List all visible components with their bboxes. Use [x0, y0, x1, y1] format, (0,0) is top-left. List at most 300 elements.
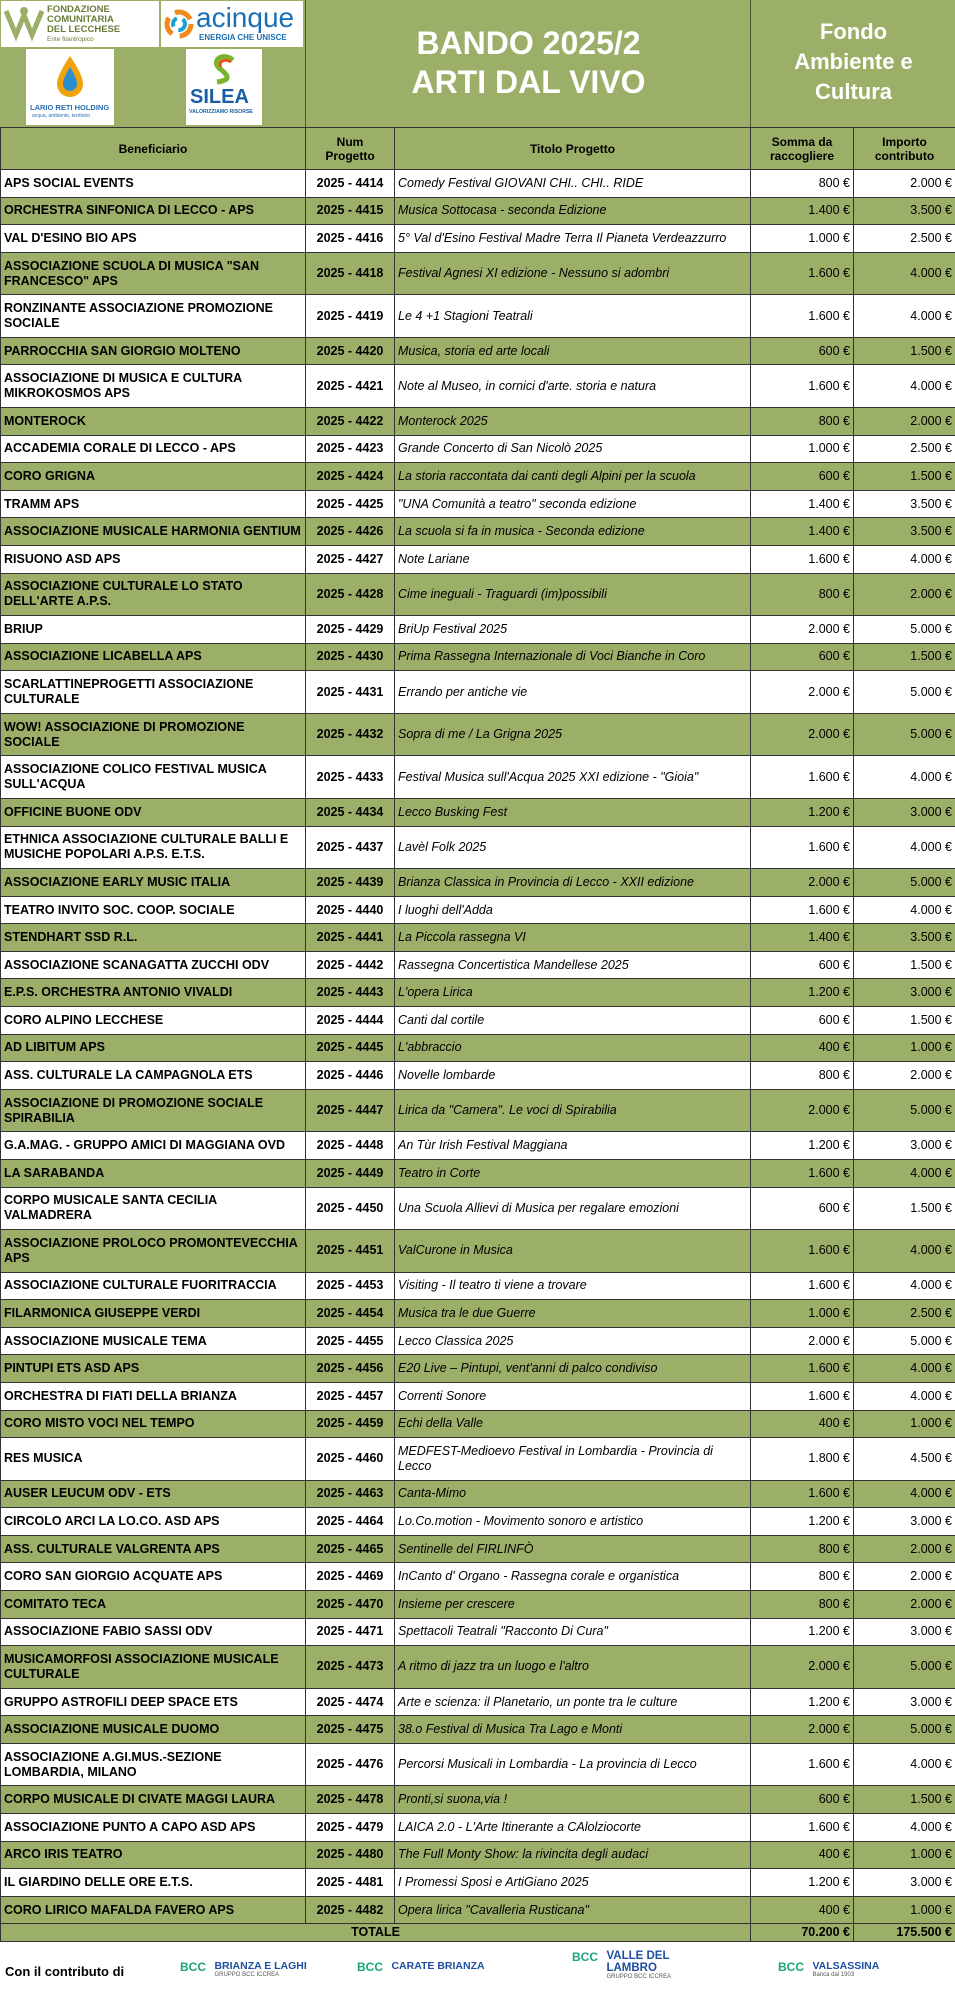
cell-importo: 1.000 €	[854, 1896, 955, 1924]
cell-num-progetto: 2025 - 4447	[306, 1089, 395, 1132]
cell-titolo-progetto: An Tùr Irish Festival Maggiana	[395, 1132, 751, 1160]
cell-num-progetto: 2025 - 4480	[306, 1841, 395, 1869]
lario-reti-logo	[26, 49, 114, 125]
cell-num-progetto: 2025 - 4456	[306, 1355, 395, 1383]
table-row	[1, 1786, 955, 1814]
cell-titolo-progetto: Echi della Valle	[395, 1410, 751, 1438]
cell-num-progetto: 2025 - 4426	[306, 518, 395, 546]
table-row	[1, 1591, 955, 1619]
cell-importo: 2.000 €	[854, 1062, 955, 1090]
cell-num-progetto: 2025 - 4423	[306, 435, 395, 463]
bcc-mark-icon: BCC	[357, 1960, 383, 1974]
cell-num-progetto: 2025 - 4455	[306, 1327, 395, 1355]
cell-importo: 2.500 €	[854, 435, 955, 463]
cell-titolo-progetto: La storia raccontata dai canti degli Alpini per la scuola	[395, 463, 751, 491]
cell-num-progetto: 2025 - 4424	[306, 463, 395, 491]
cell-beneficiario: RISUONO ASD APS	[1, 545, 306, 573]
fondazione-tag: Ente filantropico	[47, 36, 94, 43]
cell-somma: 1.600 €	[751, 1159, 854, 1187]
cell-importo: 4.000 €	[854, 1230, 955, 1273]
cell-titolo-progetto: La scuola si fa in musica - Seconda edizione	[395, 518, 751, 546]
cell-importo: 2.000 €	[854, 1535, 955, 1563]
total-label: TOTALE	[1, 1924, 751, 1942]
cell-num-progetto: 2025 - 4454	[306, 1300, 395, 1328]
table-row	[1, 1007, 955, 1035]
table-row	[1, 337, 955, 365]
table-row	[1, 365, 955, 408]
footer	[0, 1942, 955, 2000]
cell-titolo-progetto: Novelle lombarde	[395, 1062, 751, 1090]
cell-somma: 600 €	[751, 1187, 854, 1230]
cell-importo: 4.500 €	[854, 1438, 955, 1481]
cell-beneficiario: CORPO MUSICALE DI CIVATE MAGGI LAURA	[1, 1786, 306, 1814]
cell-titolo-progetto: Cime ineguali - Traguardi (im)possibili	[395, 573, 751, 616]
cell-num-progetto: 2025 - 4463	[306, 1480, 395, 1508]
silea-tagline: VALORIZZIAMO RISORSE	[189, 109, 253, 115]
total-row	[1, 1924, 955, 1942]
cell-num-progetto: 2025 - 4416	[306, 225, 395, 253]
cell-titolo-progetto: Comedy Festival GIOVANI CHI.. CHI.. RIDE	[395, 170, 751, 198]
table-row	[1, 1272, 955, 1300]
cell-beneficiario: CORO ALPINO LECCHESE	[1, 1007, 306, 1035]
table-row	[1, 1062, 955, 1090]
cell-somma: 1.200 €	[751, 1508, 854, 1536]
cell-num-progetto: 2025 - 4421	[306, 365, 395, 408]
col-header-importo	[854, 128, 955, 170]
table-row	[1, 1646, 955, 1689]
cell-num-progetto: 2025 - 4441	[306, 924, 395, 952]
fondazione-line3: DEL LECCHESE	[47, 24, 121, 35]
col-header-importo-line2: contributo	[874, 148, 935, 163]
cell-somma: 2.000 €	[751, 1646, 854, 1689]
cell-num-progetto: 2025 - 4429	[306, 616, 395, 644]
bcc-mark-icon: BCC	[572, 1950, 598, 1964]
cell-beneficiario: CORO LIRICO MAFALDA FAVERO APS	[1, 1896, 306, 1924]
cell-importo: 5.000 €	[854, 1716, 955, 1744]
cell-importo: 4.000 €	[854, 756, 955, 799]
cell-importo: 1.000 €	[854, 1841, 955, 1869]
cell-beneficiario: ASSOCIAZIONE FABIO SASSI ODV	[1, 1618, 306, 1646]
silea-logo	[186, 49, 262, 125]
table-row	[1, 573, 955, 616]
cell-beneficiario: G.A.MAG. - GRUPPO AMICI DI MAGGIANA OVD	[1, 1132, 306, 1160]
table-row	[1, 643, 955, 671]
cell-num-progetto: 2025 - 4464	[306, 1508, 395, 1536]
cell-titolo-progetto: Brianza Classica in Provincia di Lecco - XXII edizione	[395, 869, 751, 897]
cell-beneficiario: ORCHESTRA DI FIATI DELLA BRIANZA	[1, 1382, 306, 1410]
cell-num-progetto: 2025 - 4481	[306, 1869, 395, 1897]
table-row	[1, 518, 955, 546]
fondazione-mark-icon	[4, 5, 44, 43]
cell-importo: 5.000 €	[854, 1327, 955, 1355]
cell-num-progetto: 2025 - 4459	[306, 1410, 395, 1438]
col-header-somma-line2: raccogliere	[769, 148, 835, 163]
cell-num-progetto: 2025 - 4460	[306, 1438, 395, 1481]
silea-s-icon	[209, 54, 239, 86]
table-row	[1, 295, 955, 338]
cell-titolo-progetto: 38.o Festival di Musica Tra Lago e Monti	[395, 1716, 751, 1744]
fondo-line3: Cultura	[815, 79, 892, 104]
cell-beneficiario: ASSOCIAZIONE PUNTO A CAPO ASD APS	[1, 1814, 306, 1842]
sponsor-name: CARATE BRIANZA	[391, 1960, 485, 1972]
cell-importo: 3.500 €	[854, 924, 955, 952]
table-row	[1, 713, 955, 756]
water-drop-icon	[55, 55, 85, 97]
cell-somma: 1.600 €	[751, 1480, 854, 1508]
cell-beneficiario: RONZINANTE ASSOCIAZIONE PROMOZIONE SOCIALE	[1, 295, 306, 338]
cell-beneficiario: IL GIARDINO DELLE ORE E.T.S.	[1, 1869, 306, 1897]
cell-importo: 3.000 €	[854, 1869, 955, 1897]
table-row	[1, 951, 955, 979]
cell-titolo-progetto: Teatro in Corte	[395, 1159, 751, 1187]
cell-somma: 1.600 €	[751, 896, 854, 924]
table-row	[1, 197, 955, 225]
cell-beneficiario: ASSOCIAZIONE MUSICALE TEMA	[1, 1327, 306, 1355]
cell-beneficiario: ASSOCIAZIONE CULTURALE FUORITRACCIA	[1, 1272, 306, 1300]
cell-num-progetto: 2025 - 4434	[306, 798, 395, 826]
cell-num-progetto: 2025 - 4425	[306, 490, 395, 518]
cell-num-progetto: 2025 - 4478	[306, 1786, 395, 1814]
cell-importo: 4.000 €	[854, 1743, 955, 1786]
cell-beneficiario: VAL D'ESINO BIO APS	[1, 225, 306, 253]
cell-somma: 600 €	[751, 1786, 854, 1814]
total-somma: 70.200 €	[751, 1924, 854, 1942]
cell-titolo-progetto: Rassegna Concertistica Mandellese 2025	[395, 951, 751, 979]
cell-importo: 4.000 €	[854, 826, 955, 869]
sponsor-sub: GRUPPO BCC ICCREA	[214, 1972, 280, 1978]
cell-num-progetto: 2025 - 4449	[306, 1159, 395, 1187]
cell-beneficiario: CORO SAN GIORGIO ACQUATE APS	[1, 1563, 306, 1591]
sponsor-name: BRIANZA E LAGHI	[214, 1960, 307, 1972]
cell-somma: 1.600 €	[751, 1743, 854, 1786]
cell-somma: 800 €	[751, 1563, 854, 1591]
table-row	[1, 1716, 955, 1744]
cell-beneficiario: GRUPPO ASTROFILI DEEP SPACE ETS	[1, 1688, 306, 1716]
table-row	[1, 1563, 955, 1591]
sponsor-name: VALLE DEL LAMBRO	[606, 1950, 670, 1974]
cell-titolo-progetto: Le 4 +1 Stagioni Teatrali	[395, 295, 751, 338]
cell-somma: 800 €	[751, 170, 854, 198]
bando-title	[306, 24, 751, 102]
cell-num-progetto: 2025 - 4482	[306, 1896, 395, 1924]
table-row	[1, 1159, 955, 1187]
silea-name: SILEA	[190, 86, 249, 108]
cell-importo: 1.000 €	[854, 1034, 955, 1062]
cell-somma: 1.000 €	[751, 1300, 854, 1328]
cell-somma: 600 €	[751, 643, 854, 671]
cell-num-progetto: 2025 - 4465	[306, 1535, 395, 1563]
cell-titolo-progetto: Canti dal cortile	[395, 1007, 751, 1035]
cell-somma: 1.600 €	[751, 756, 854, 799]
cell-somma: 400 €	[751, 1841, 854, 1869]
cell-num-progetto: 2025 - 4440	[306, 896, 395, 924]
col-header-somma	[751, 128, 854, 170]
cell-beneficiario: ASSOCIAZIONE MUSICALE DUOMO	[1, 1716, 306, 1744]
table-row	[1, 1508, 955, 1536]
acinque-logo	[161, 1, 303, 47]
cell-beneficiario: ASSOCIAZIONE CULTURALE LO STATO DELL'ARTE A.P.S.	[1, 573, 306, 616]
cell-titolo-progetto: InCanto d' Organo - Rassegna corale e organistica	[395, 1563, 751, 1591]
cell-importo: 5.000 €	[854, 869, 955, 897]
cell-somma: 1.200 €	[751, 979, 854, 1007]
cell-importo: 1.500 €	[854, 1007, 955, 1035]
cell-titolo-progetto: Lirica da "Camera". Le voci di Spirabilia	[395, 1089, 751, 1132]
cell-somma: 2.000 €	[751, 869, 854, 897]
table-row	[1, 1869, 955, 1897]
cell-somma: 1.600 €	[751, 545, 854, 573]
bcc-mark-icon: BCC	[778, 1960, 804, 1974]
fondo-line1: Fondo	[819, 19, 888, 44]
cell-somma: 1.600 €	[751, 1355, 854, 1383]
sponsor-name: VALSASSINA	[812, 1960, 880, 1972]
table-row	[1, 435, 955, 463]
cell-titolo-progetto: Musica, storia ed arte locali	[395, 337, 751, 365]
table-row	[1, 979, 955, 1007]
table-row	[1, 1480, 955, 1508]
cell-titolo-progetto: ValCurone in Musica	[395, 1230, 751, 1273]
cell-num-progetto: 2025 - 4450	[306, 1187, 395, 1230]
cell-somma: 1.200 €	[751, 1618, 854, 1646]
cell-importo: 2.000 €	[854, 170, 955, 198]
cell-titolo-progetto: BriUp Festival 2025	[395, 616, 751, 644]
col-header-num-line2: Progetto	[325, 148, 375, 163]
cell-somma: 600 €	[751, 463, 854, 491]
cell-num-progetto: 2025 - 4428	[306, 573, 395, 616]
table-row	[1, 896, 955, 924]
cell-num-progetto: 2025 - 4469	[306, 1563, 395, 1591]
cell-num-progetto: 2025 - 4476	[306, 1743, 395, 1786]
fondo-panel	[750, 0, 955, 127]
cell-titolo-progetto: Lavèl Folk 2025	[395, 826, 751, 869]
cell-somma: 1.200 €	[751, 798, 854, 826]
cell-titolo-progetto: Lecco Busking Fest	[395, 798, 751, 826]
col-header-titolo: Titolo Progetto	[395, 128, 751, 170]
cell-num-progetto: 2025 - 4439	[306, 869, 395, 897]
cell-beneficiario: TEATRO INVITO SOC. COOP. SOCIALE	[1, 896, 306, 924]
cell-beneficiario: ETHNICA ASSOCIAZIONE CULTURALE BALLI E MUSICHE POPOLARI A.P.S. E.T.S.	[1, 826, 306, 869]
cell-importo: 1.500 €	[854, 1786, 955, 1814]
cell-somma: 2.000 €	[751, 616, 854, 644]
cell-beneficiario: RES MUSICA	[1, 1438, 306, 1481]
header	[0, 0, 955, 127]
cell-somma: 1.400 €	[751, 924, 854, 952]
table-row	[1, 1618, 955, 1646]
lario-tag: acqua, ambiente, territorio	[32, 113, 91, 119]
cell-importo: 2.500 €	[854, 1300, 955, 1328]
cell-importo: 4.000 €	[854, 1480, 955, 1508]
cell-num-progetto: 2025 - 4474	[306, 1688, 395, 1716]
cell-num-progetto: 2025 - 4457	[306, 1382, 395, 1410]
cell-titolo-progetto: Note Lariane	[395, 545, 751, 573]
cell-beneficiario: ASSOCIAZIONE LICABELLA APS	[1, 643, 306, 671]
cell-beneficiario: ASSOCIAZIONE EARLY MUSIC ITALIA	[1, 869, 306, 897]
cell-somma: 1.600 €	[751, 1814, 854, 1842]
cell-titolo-progetto: La Piccola rassegna VI	[395, 924, 751, 952]
cell-num-progetto: 2025 - 4419	[306, 295, 395, 338]
cell-num-progetto: 2025 - 4473	[306, 1646, 395, 1689]
cell-beneficiario: ORCHESTRA SINFONICA DI LECCO - APS	[1, 197, 306, 225]
cell-importo: 3.000 €	[854, 1132, 955, 1160]
col-header-num	[306, 128, 395, 170]
cell-num-progetto: 2025 - 4437	[306, 826, 395, 869]
cell-somma: 1.400 €	[751, 490, 854, 518]
cell-titolo-progetto: Monterock 2025	[395, 408, 751, 436]
cell-titolo-progetto: 5° Val d'Esino Festival Madre Terra Il Pianeta Verdeazzurro	[395, 225, 751, 253]
sponsor-bcc-valsassina	[778, 1960, 879, 1986]
cell-beneficiario: PINTUPI ETS ASD APS	[1, 1355, 306, 1383]
fondo-title	[751, 17, 955, 107]
cell-beneficiario: MUSICAMORFOSI ASSOCIAZIONE MUSICALE CULTURALE	[1, 1646, 306, 1689]
cell-somma: 400 €	[751, 1034, 854, 1062]
cell-somma: 400 €	[751, 1410, 854, 1438]
cell-importo: 4.000 €	[854, 896, 955, 924]
sponsor-sub: Banca dal 1903	[812, 1972, 855, 1978]
cell-titolo-progetto: Visiting - Il teatro ti viene a trovare	[395, 1272, 751, 1300]
cell-importo: 3.000 €	[854, 1618, 955, 1646]
cell-importo: 4.000 €	[854, 545, 955, 573]
cell-somma: 1.400 €	[751, 518, 854, 546]
cell-somma: 1.800 €	[751, 1438, 854, 1481]
footer-label: Con il contributo di	[5, 1964, 125, 1979]
cell-importo: 1.500 €	[854, 951, 955, 979]
cell-somma: 2.000 €	[751, 1716, 854, 1744]
cell-num-progetto: 2025 - 4453	[306, 1272, 395, 1300]
table-row	[1, 1410, 955, 1438]
cell-importo: 1.500 €	[854, 643, 955, 671]
table-header-row	[1, 128, 955, 170]
cell-somma: 1.600 €	[751, 1382, 854, 1410]
cell-beneficiario: CORPO MUSICALE SANTA CECILIA VALMADRERA	[1, 1187, 306, 1230]
table-row	[1, 170, 955, 198]
cell-titolo-progetto: Festival Agnesi XI edizione - Nessuno si adombri	[395, 252, 751, 295]
cell-somma: 800 €	[751, 1535, 854, 1563]
cell-somma: 1.200 €	[751, 1869, 854, 1897]
cell-num-progetto: 2025 - 4443	[306, 979, 395, 1007]
cell-importo: 4.000 €	[854, 295, 955, 338]
cell-titolo-progetto: Spettacoli Teatrali "Racconto Di Cura"	[395, 1618, 751, 1646]
cell-beneficiario: LA SARABANDA	[1, 1159, 306, 1187]
cell-beneficiario: ASSOCIAZIONE SCANAGATTA ZUCCHI ODV	[1, 951, 306, 979]
cell-titolo-progetto: A ritmo di jazz tra un luogo e l'altro	[395, 1646, 751, 1689]
cell-num-progetto: 2025 - 4430	[306, 643, 395, 671]
cell-importo: 4.000 €	[854, 1814, 955, 1842]
sponsor-bcc-carate-brianza	[357, 1960, 485, 1986]
cell-beneficiario: TRAMM APS	[1, 490, 306, 518]
col-header-beneficiario: Beneficiario	[1, 128, 306, 170]
cell-num-progetto: 2025 - 4422	[306, 408, 395, 436]
cell-titolo-progetto: "UNA Comunità a teatro" seconda edizione	[395, 490, 751, 518]
cell-beneficiario: ACCADEMIA CORALE DI LECCO - APS	[1, 435, 306, 463]
table-row	[1, 1327, 955, 1355]
cell-beneficiario: STENDHART SSD R.L.	[1, 924, 306, 952]
acinque-swirl-icon	[164, 9, 194, 39]
table-row	[1, 1535, 955, 1563]
table-row	[1, 252, 955, 295]
cell-somma: 1.600 €	[751, 1272, 854, 1300]
cell-somma: 1.000 €	[751, 225, 854, 253]
cell-num-progetto: 2025 - 4451	[306, 1230, 395, 1273]
table-row	[1, 1132, 955, 1160]
cell-titolo-progetto: LAICA 2.0 - L'Arte Itinerante a CAlolziocorte	[395, 1814, 751, 1842]
cell-beneficiario: AD LIBITUM APS	[1, 1034, 306, 1062]
cell-num-progetto: 2025 - 4471	[306, 1618, 395, 1646]
cell-somma: 800 €	[751, 1062, 854, 1090]
cell-beneficiario: COMITATO TECA	[1, 1591, 306, 1619]
cell-titolo-progetto: Sopra di me / La Grigna 2025	[395, 713, 751, 756]
cell-beneficiario: CORO MISTO VOCI NEL TEMPO	[1, 1410, 306, 1438]
cell-beneficiario: ASSOCIAZIONE PROLOCO PROMONTEVECCHIA APS	[1, 1230, 306, 1273]
cell-num-progetto: 2025 - 4445	[306, 1034, 395, 1062]
cell-num-progetto: 2025 - 4433	[306, 756, 395, 799]
cell-importo: 4.000 €	[854, 1272, 955, 1300]
table-row	[1, 1438, 955, 1481]
cell-beneficiario: ARCO IRIS TEATRO	[1, 1841, 306, 1869]
cell-beneficiario: BRIUP	[1, 616, 306, 644]
table-row	[1, 671, 955, 714]
fondo-line2: Ambiente e	[794, 49, 913, 74]
table-row	[1, 1841, 955, 1869]
cell-importo: 4.000 €	[854, 1355, 955, 1383]
cell-titolo-progetto: Arte e scienza: il Planetario, un ponte tra le culture	[395, 1688, 751, 1716]
cell-beneficiario: ASSOCIAZIONE A.GI.MUS.-SEZIONE LOMBARDIA, MILANO	[1, 1743, 306, 1786]
cell-importo: 4.000 €	[854, 252, 955, 295]
cell-somma: 2.000 €	[751, 1089, 854, 1132]
cell-beneficiario: ASSOCIAZIONE MUSICALE HARMONIA GENTIUM	[1, 518, 306, 546]
cell-beneficiario: PARROCCHIA SAN GIORGIO MOLTENO	[1, 337, 306, 365]
cell-somma: 1.600 €	[751, 295, 854, 338]
cell-num-progetto: 2025 - 4420	[306, 337, 395, 365]
cell-titolo-progetto: Pronti,si suona,via !	[395, 1786, 751, 1814]
cell-importo: 4.000 €	[854, 1382, 955, 1410]
beneficiary-table	[0, 127, 955, 1942]
cell-beneficiario: AUSER LEUCUM ODV - ETS	[1, 1480, 306, 1508]
cell-titolo-progetto: L'abbraccio	[395, 1034, 751, 1062]
cell-titolo-progetto: Percorsi Musicali in Lombardia - La provincia di Lecco	[395, 1743, 751, 1786]
bando-panel	[305, 0, 751, 127]
table-row	[1, 1034, 955, 1062]
cell-importo: 5.000 €	[854, 616, 955, 644]
table-row	[1, 1743, 955, 1786]
cell-beneficiario: ASSOCIAZIONE DI MUSICA E CULTURA MIKROKOSMOS APS	[1, 365, 306, 408]
cell-somma: 1.200 €	[751, 1688, 854, 1716]
table-row	[1, 1688, 955, 1716]
table-row	[1, 1896, 955, 1924]
table-row	[1, 225, 955, 253]
cell-importo: 5.000 €	[854, 1089, 955, 1132]
cell-beneficiario: ASSOCIAZIONE DI PROMOZIONE SOCIALE SPIRABILIA	[1, 1089, 306, 1132]
cell-importo: 5.000 €	[854, 1646, 955, 1689]
logos-area	[0, 0, 305, 127]
cell-beneficiario: E.P.S. ORCHESTRA ANTONIO VIVALDI	[1, 979, 306, 1007]
table-row	[1, 1355, 955, 1383]
table-row	[1, 1814, 955, 1842]
table-row	[1, 616, 955, 644]
cell-somma: 800 €	[751, 573, 854, 616]
cell-titolo-progetto: Correnti Sonore	[395, 1382, 751, 1410]
cell-importo: 3.000 €	[854, 1688, 955, 1716]
cell-somma: 800 €	[751, 1591, 854, 1619]
cell-somma: 600 €	[751, 337, 854, 365]
cell-beneficiario: MONTEROCK	[1, 408, 306, 436]
cell-titolo-progetto: Grande Concerto di San Nicolò 2025	[395, 435, 751, 463]
cell-somma: 1.200 €	[751, 1132, 854, 1160]
lario-line1: LARIO RETI HOLDING	[30, 103, 110, 112]
cell-importo: 1.500 €	[854, 463, 955, 491]
cell-importo: 2.000 €	[854, 1591, 955, 1619]
cell-beneficiario: SCARLATTINEPROGETTI ASSOCIAZIONE CULTURALE	[1, 671, 306, 714]
sponsor-bcc-valle-lambro	[572, 1950, 696, 1980]
cell-importo: 3.500 €	[854, 490, 955, 518]
